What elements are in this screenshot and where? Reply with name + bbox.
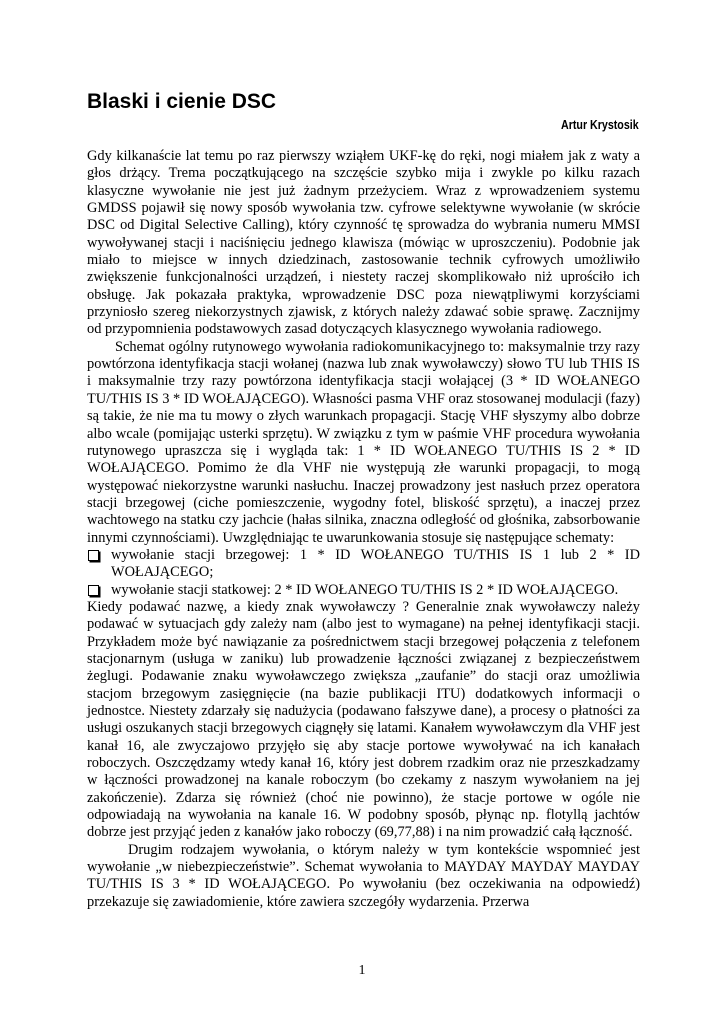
author-name: Artur Krystosik: [561, 117, 639, 132]
list-item-text: wywołanie stacji brzegowej: 1 * ID WOŁANEGO TU/THIS IS 1 lub 2 * ID WOŁAJĄCEGO;: [111, 546, 640, 581]
list-item-text: wywołanie stacji statkowej: 2 * ID WOŁANEGO TU/THIS IS 2 * ID WOŁAJĄCEGO.: [111, 581, 619, 598]
checkbox-bullet-icon: [88, 585, 99, 596]
paragraph-schema: Schemat ogólny rutynowego wywołania radiokomunikacyjnego to: maksymalnie trzy razy powtórzona identyfikacja stacji wołanej (nazwa lub znak wywoławczy) słowo TU lub THIS IS i maksymalnie trzy razy powtórzona identyfikacja stacji wołającej (3 * ID WOŁANEGO TU/THIS IS 3 * ID WOŁAJĄCEGO). Własności pasma VHF oraz stosowanej modulacji (fazy) są takie, że nie ma tu mowy o złych warunkach propagacji. Stację VHF słyszymy albo dobrze albo wcale (pomijając usterki sprzętu). W związku z tym w paśmie VHF procedura wywołania rutynowego upraszcza się i wygląda tak: 1 * ID WOŁANEGO TU/THIS IS 2 * ID WOŁAJĄCEGO. Pomimo że dla VHF nie występują złe warunki propagacji, to mogą występować niekorzystne warunki nasłuchu. Inaczej prowadzony jest nasłuch przez operatora stacji brzegowej (ciche pomieszczenie, wygodny fotel, bliskość sprzętu), a inaczej przez wachtowego na statku czy jachcie (hałas silnika, znaczna odległość od głośnika, zabsorbowanie innymi czynnościami). Uwzględniając te uwarunkowania stosuje się następujące schematy:: [87, 338, 640, 546]
article-body: [87, 148, 640, 911]
paragraph-distress: Drugim rodzajem wywołania, o którym należy w tym kontekście wspomnieć jest wywołanie „w niebezpieczeństwie”. Schemat wywołania to MAYDAY MAYDAY MAYDAY TU/THIS IS 3 * ID WOŁAJĄCEGO. Po wywołaniu (bez oczekiwania na odpowiedź) przekazuje się zawiadomienie, które zawiera szczegóły wydarzenia. Przerwa: [87, 841, 640, 910]
paragraph-intro: Gdy kilkanaście lat temu po raz pierwszy wziąłem UKF-kę do ręki, nogi miałem jak z waty a głos drżący. Trema początkującego na szczęście szybko mija i zwykle po kilku razach klasyczne wywołanie nie jest już żadnym przeżyciem. Wraz z wprowadzeniem systemu GMDSS pojawił się nowy sposób wywołania tzw. cyfrowe selektywne wywołanie (w skrócie DSC od Digital Selective Calling), który czynność tę sprowadza do wybrania numeru MMSI wywoływanej stacji i naciśnięciu jednego klawisza (mówiąc w uproszczeniu). Podobnie jak miało to miejsce w innych dziedzinach, zastosowanie technik cyfrowych umożliwiło zwiększenie funkcjonalności urządzeń, i niestety raczej skomplikowało niż uprościło ich obsługę. Jak pokazała praktyka, wprowadzenie DSC poza niewątpliwymi korzyściami przyniosło szereg niekorzystnych zjawisk, z których należy zdawać sobie sprawę. Zacznijmy od przypomnienia podstawowych zasad dotyczących klasycznego wywołania radiowego.: [87, 148, 640, 338]
page-number: 1: [358, 963, 366, 978]
list-item: [87, 582, 640, 599]
paragraph-callsign: Kiedy podawać nazwę, a kiedy znak wywoławczy ? Generalnie znak wywoławczy należy podawać w sytuacjach gdy zależy nam (albo jest to wymagane) na pełnej identyfikacji stacji. Przykładem może być nawiązanie za pośrednictwem stacji brzegowej połączenia z telefonem stacjonarnym (usługa w zaniku) lub prowadzenie łączności związanej z bezpieczeństwem żeglugi. Podawanie znaku wywoławczego zwiększa „zaufanie” do stacji oraz umożliwia stacjom brzegowym zasięgnięcie (na bazie publikacji ITU) dodatkowych informacji o jednostce. Niestety zdarzały się nadużycia (podawano fałszywe dane), a procesy o płatności za usługi oszukanych stacji brzegowych ciągnęły się latami. Kanałem wywoławczym dla VHF jest kanał 16, ale zwyczajowo przyjęło się aby stacje portowe wywoływać na ich kanałach roboczych. Oszczędzamy wtedy kanał 16, który jest dobrem rzadkim oraz nie przeszkadzamy w łączności prowadzonej na kanale roboczym (bo czekamy z naszym wywołaniem na jej zakończenie). Zdarza się również (choć nie powinno), że stacje portowe w ogóle nie odpowiadają na wywołania na kanale 16. W podobny sposób, płynąc np. flotyllą jachtów dobrze jest przyjąć jeden z kanałów jako roboczy (69,77,88) i na nim prowadzić całą łączność.: [87, 598, 640, 841]
page-title: Blaski i cienie DSC: [87, 90, 277, 113]
list-item: [87, 547, 640, 582]
checkbox-bullet-icon: [88, 550, 99, 561]
